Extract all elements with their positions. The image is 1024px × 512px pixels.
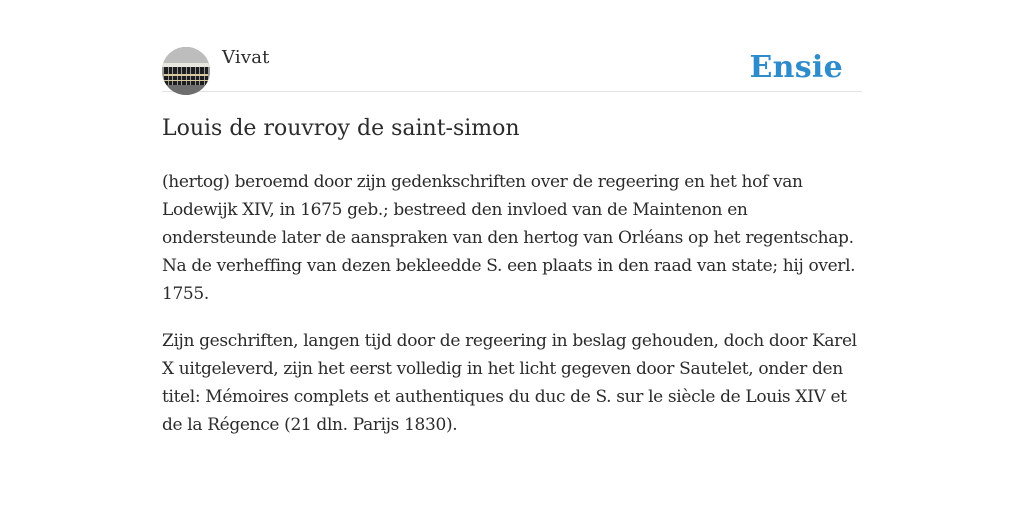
brand-logo[interactable]: Ensie: [749, 50, 843, 85]
avatar[interactable]: [162, 47, 210, 95]
books-avatar-image: [162, 47, 210, 95]
article-paragraph-1: (hertog) beroemd door zijn gedenkschriften over de regeering en het hof van Lodewijk XIV, in 1675 geb.; bestreed den invloed van de Maintenon en ondersteunde later de aanspraken van den hertog van Orléans op het regentschap. Na de verheffing van dezen bekleedde S. een plaats in den raad van state; hij overl. 1755.: [162, 172, 856, 304]
article-body: [162, 168, 862, 458]
author-name[interactable]: Vivat: [222, 47, 270, 68]
article-title: Louis de rouvroy de saint-simon: [162, 116, 520, 141]
header: [162, 46, 862, 92]
article-paragraph-2: Zijn geschriften, langen tijd door de regeering in beslag gehouden, doch door Karel X uitgeleverd, zijn het eerst volledig in het licht gegeven door Sautelet, onder den titel: Mémoires complets et authentiques du duc de S. sur le siècle de Louis XIV et de la Régence (21 dln. Parijs 1830).: [162, 331, 857, 435]
